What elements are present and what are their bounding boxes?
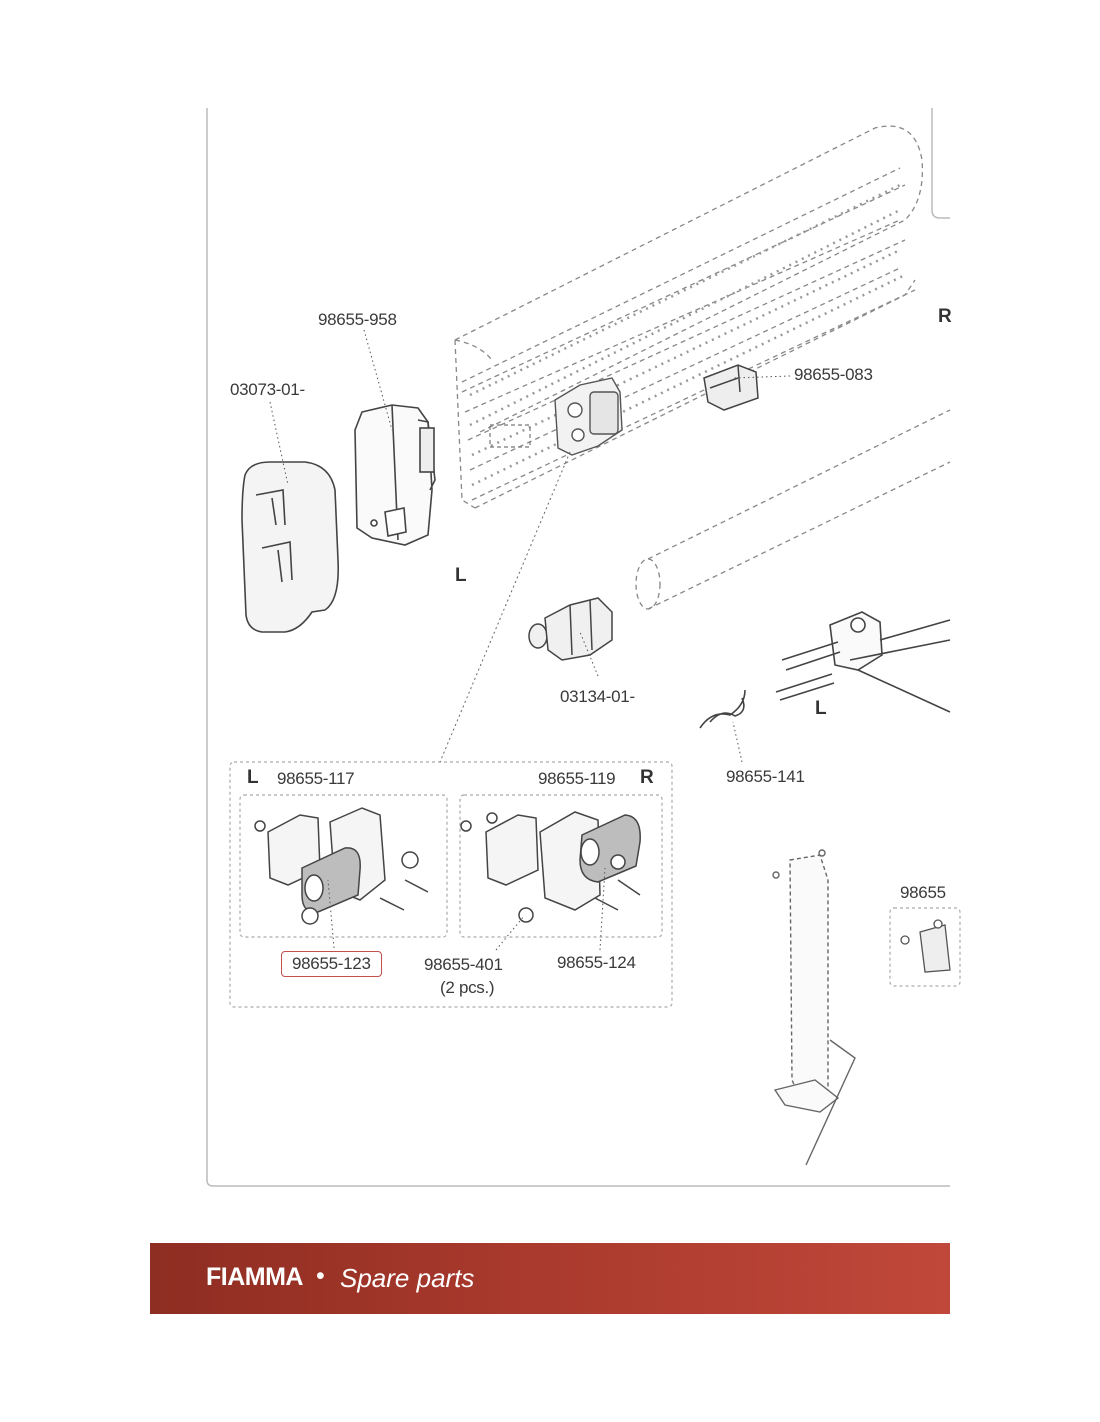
- support-leg: [773, 850, 855, 1165]
- frame-right-top: [932, 108, 950, 218]
- footer-separator: •: [316, 1262, 325, 1290]
- torsion-spring: [700, 690, 745, 728]
- side-marker-right-edge: R: [938, 306, 952, 327]
- awning-profile-dots: [470, 185, 905, 485]
- footer-banner: [150, 1243, 950, 1314]
- small-clip: [704, 365, 758, 410]
- part-label-98655-141: 98655-141: [726, 767, 805, 786]
- part-label-98655-124: 98655-124: [557, 953, 636, 972]
- part-label-98655-partial: 98655: [900, 883, 946, 902]
- part-quantity-98655-401: (2 pcs.): [440, 978, 495, 997]
- partial-box-part: [901, 920, 950, 972]
- awning-profile: [455, 126, 922, 508]
- brand-name: FIAMMA: [206, 1263, 303, 1291]
- side-marker-left-arm: L: [815, 698, 827, 719]
- part-label-98655-958: 98655-958: [318, 310, 397, 329]
- part-label-98655-401: 98655-401: [424, 955, 503, 974]
- left-hinge-assembly: [255, 808, 428, 924]
- part-label-03134-01: 03134-01-: [560, 687, 635, 706]
- roller-plug: [529, 598, 612, 660]
- part-label-98655-117: 98655-117: [277, 769, 355, 788]
- end-cap: [355, 405, 435, 545]
- part-label-98655-083: 98655-083: [794, 365, 873, 384]
- detail-leader: [440, 452, 570, 762]
- side-marker-left-box: L: [247, 767, 259, 788]
- right-hinge-assembly: [461, 812, 640, 922]
- part-label-03073-01: 03073-01-: [230, 380, 305, 399]
- awning-arm: [776, 612, 950, 712]
- side-marker-left-main: L: [455, 565, 467, 586]
- part-label-98655-123-highlighted[interactable]: 98655-123: [281, 951, 382, 977]
- side-marker-right-box: R: [640, 767, 654, 788]
- end-cap-cover: [242, 462, 338, 632]
- roller-tube: [636, 410, 950, 609]
- part-label-98655-119: 98655-119: [538, 769, 616, 788]
- footer-subtitle: Spare parts: [340, 1263, 475, 1293]
